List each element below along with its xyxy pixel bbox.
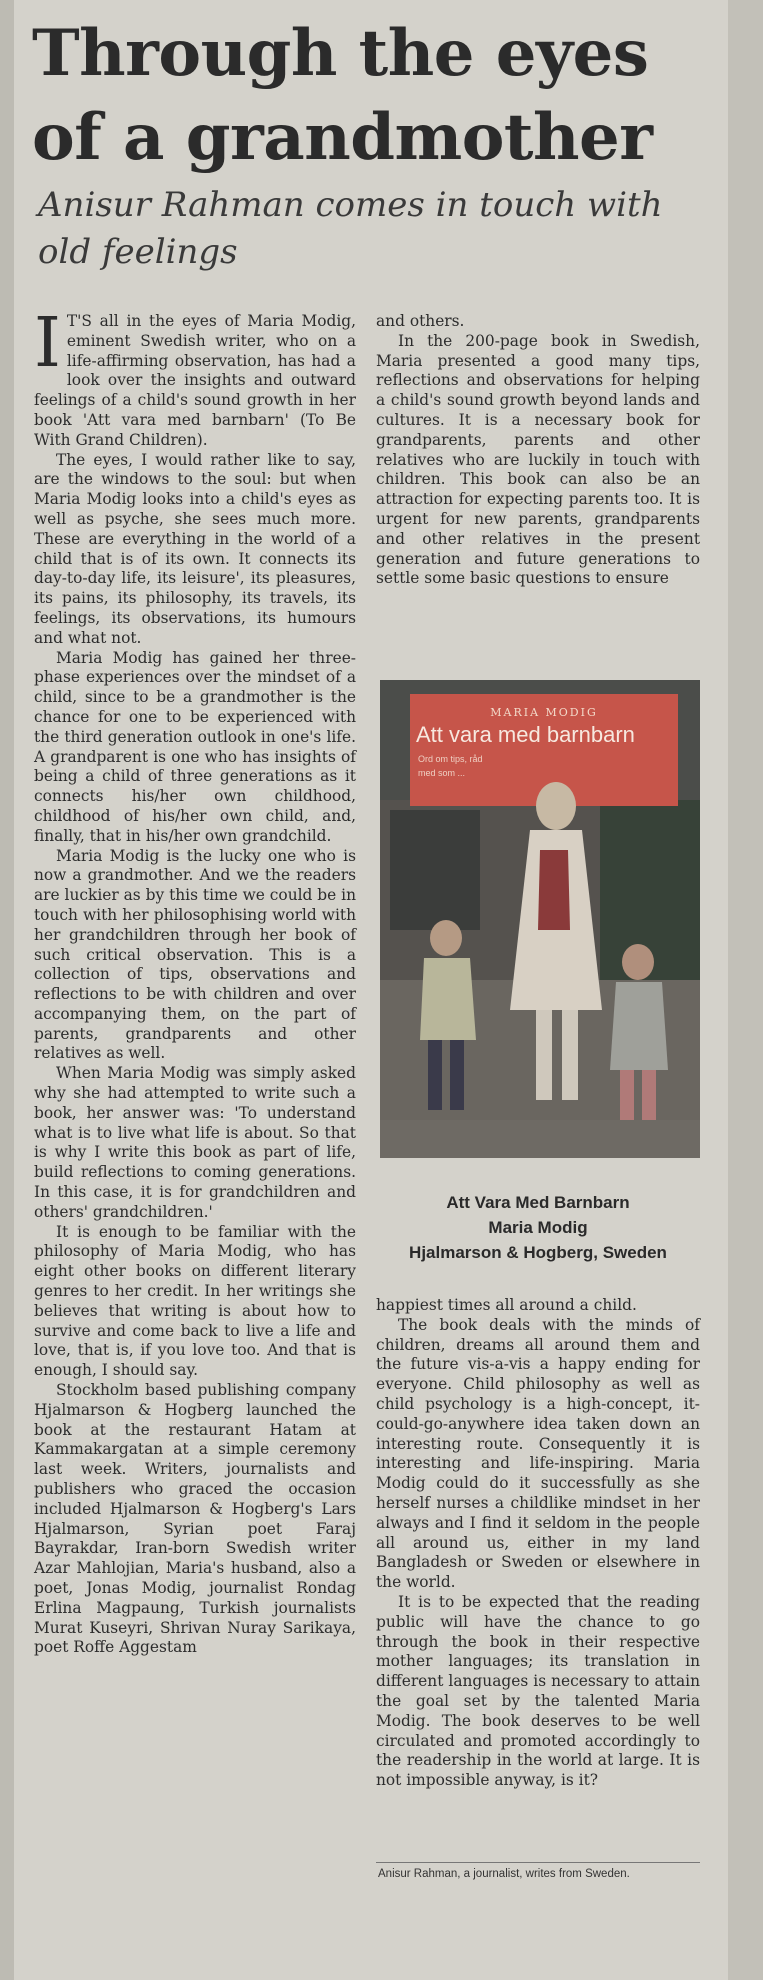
paragraph-2: The eyes, I would rather like to say, are the windows to the soul: but when Maria Modig looks into a child's eyes as well as psyche, she sees much more. These are everything in the world of a child that is of its own. It connects its day-to-day life, its leisure', its pleasures, its pains, its philosophy, its travels, its feelings, its observations, its humours and what not. xyxy=(34,450,356,647)
article-column-left xyxy=(34,304,356,1658)
article-subhead: Anisur Rahman comes in touch with old feelings xyxy=(38,185,663,272)
article-column-right-top xyxy=(376,312,700,589)
right-child-head xyxy=(622,944,654,980)
author-banner: MARIA MODIG xyxy=(490,706,598,719)
cover-subtitle-1: Ord om tips, råd xyxy=(418,754,483,764)
paragraph-6: It is enough to be familiar with the philosophy of Maria Modig, who has eight other books on different literary genres to her credit. In her writings she believes that writing is about how to survive and come back to live a life and love, that is, if you love too. And that is enough, I should say. xyxy=(34,1222,356,1380)
paragraph-1: I T'S all in the eyes of Maria Modig, eminent Swedish writer, who on a life-affirming observation, has had a look over the insights and outward feelings of a child's sound growth in her book 'Att vara med barnbarn' (To Be With Grand Children). xyxy=(34,304,356,449)
paragraph-5: When Maria Modig was simply asked why she had attempted to write such a book, her answer was: 'To understand what is to live what life is about. So that is why I write this book as part of life, build reflections to coming generations. In this case, it is for grandchildren and others' grandchildren.' xyxy=(34,1064,356,1221)
paragraph-9: In the 200-page book in Swedish, Maria presented a good many tips, reflections and observations for helping a child's sound growth beyond lands and cultures. It is a necessary book for grandparents, parents and other relatives who are luckily in touch with children. This book can also be an attraction for expecting parents too. It is urgent for new parents, grandparents and other relatives in the present generation and future generations to settle some basic questions to ensure xyxy=(376,331,700,588)
book-cover-image xyxy=(380,680,700,1158)
byline-divider xyxy=(376,1862,700,1863)
paragraph-3: Maria Modig has gained her three-phase experiences over the mindset of a child, since to be a grandmother is the chance for one to be experienced with the third generation outlook in one's life. A grandparent is one who has insights of being a child of three generations as it connects his/her own childhood, childhood of his/her own child, and, finally, that in his/her own grandchild. xyxy=(34,648,356,845)
page-fold-strip xyxy=(0,0,15,1980)
paragraph-7: Stockholm based publishing company Hjalmarson & Hogberg launched the book at the restaurant Hatam at Kammakargatan at a simple ceremony last week. Writers, journalists and publishers who graced the occasion included Hjalmarson & Hogberg's Lars Hjalmarson, Syrian poet Faraj Bayrakdar, Iran-born Swedish writer Azar Mahlojian, Maria's husband, also a poet, Jonas Modig, journalist Rondag Erlina Magpaung, Turkish journalists Murat Kuseyri, Shrivan Nuray Sarikaya, poet Roffe Aggestam xyxy=(34,1381,356,1657)
caption-publisher: Hjalmarson & Hogberg, Sweden xyxy=(409,1243,667,1262)
paragraph-12: It is to be expected that the reading public will have the chance to go through the book in their respective mother languages; its translation in different languages is necessary to attain the goal set by the talented Maria Modig. The book deserves to be well circulated and promoted accordingly to the readership in the world at large. It is not impossible anyway, is it? xyxy=(376,1592,700,1790)
article-headline: Through the eyes of a grandmother xyxy=(32,16,653,175)
left-child-head xyxy=(430,920,462,956)
photo-caption xyxy=(376,1190,700,1265)
drop-cap: I xyxy=(34,304,61,383)
paragraph-4: Maria Modig is the lucky one who is now a grandmother. And we the readers are luckier as by this time we could be in touch with her philosophising world with her grandchildren through her book of such critical observation. This is a collection of tips, observations and reflections to be with children and over accompanying them, on the part of parents, grandparents and other relatives as well. xyxy=(34,846,356,1063)
cover-title: Att vara med barnbarn xyxy=(416,722,635,747)
page-edge-strip xyxy=(728,0,763,1980)
author-byline: Anisur Rahman, a journalist, writes from Sweden. xyxy=(378,1868,630,1880)
left-child-body xyxy=(420,958,476,1040)
right-child-body xyxy=(610,982,668,1070)
paragraph-10: happiest times all around a child. xyxy=(376,1296,637,1314)
article-column-right-bottom xyxy=(376,1296,700,1791)
grandmother-head xyxy=(536,782,576,830)
caption-title: Att Vara Med Barnbarn xyxy=(446,1193,630,1212)
cover-subtitle-2: med som ... xyxy=(418,768,466,778)
caption-author: Maria Modig xyxy=(488,1218,588,1237)
paragraph-8: and others. xyxy=(376,312,465,330)
paragraph-11: The book deals with the minds of children, dreams all around them and the future vis-a-vis a happy ending for everyone. Child philosophy as well as child psychology is a high-concept, it-could-go-anywhere idea taken down an interesting route. Consequently it is interesting and life-inspiring. Maria Modig could do it successfully as she herself nurses a childlike mindset in her always and I find it seldom in the people all around us, either in my land Bangladesh or Sweden or elsewhere in the world. xyxy=(376,1315,700,1592)
book-cover-photo xyxy=(380,680,700,1158)
